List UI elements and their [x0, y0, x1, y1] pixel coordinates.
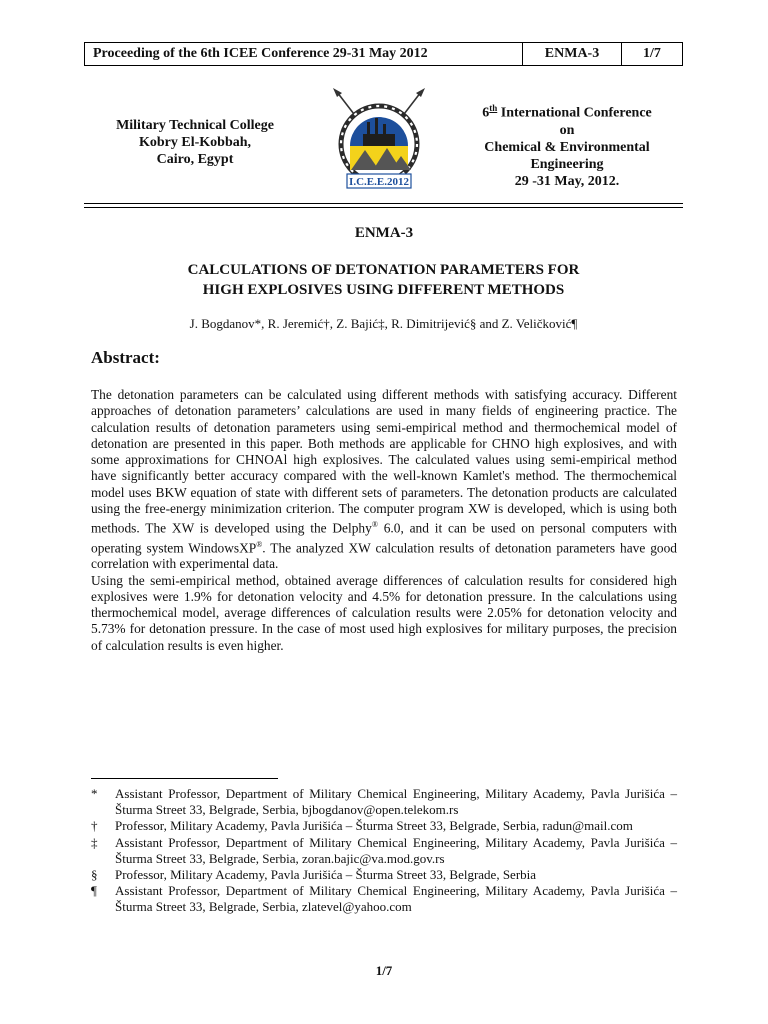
header-divider [84, 203, 683, 204]
footnote-mark: ¶ [91, 883, 97, 899]
running-header [84, 42, 683, 66]
abstract-paragraph-2: Using the semi-empirical method, obtained average differences of calculation results for considered high explosives were 1.9% for detonation velocity and 4.5% for detonation pressure. In the calculations using thermochemical model, average differences of calculation results were 2.05% for detonation velocity and 5.73% for detonation pressure. In the case of most used high explosives for military purposes, the precision of calculation results is even higher. [91, 572, 677, 653]
footnote-text: Professor, Military Academy, Pavla Jurišića – Šturma Street 33, Belgrade, Serbia, radun@mail.com [115, 818, 633, 834]
conference-ordinal: 6 [482, 105, 490, 121]
paper-title-line-2: HIGH EXPLOSIVES USING DIFFERENT METHODS [202, 282, 565, 298]
abstract-text-c: . The analyzed XW calculation results of detonation parameters have good correlation with experimental data. [91, 540, 677, 572]
footnote [91, 818, 677, 834]
footnote-mark: § [91, 867, 98, 883]
conference-logo [329, 88, 429, 198]
institution-address: Kobry El-Kobbah, [138, 135, 252, 150]
paper-authors: J. Bogdanov*, R. Jeremić†, Z. Bajić‡, R. Dimitrijević§ and Z. Veličković¶ [189, 316, 578, 331]
footnote-text: Assistant Professor, Department of Military Chemical Engineering, Military Academy, Pavla Jurišića – Šturma Street 33, Belgrade, Serbia, bjbogdanov@open.telekom.rs [115, 786, 677, 818]
conference-on: on [559, 122, 575, 138]
conference-ordinal-suffix: th [489, 103, 498, 113]
registered-mark: ® [256, 539, 263, 549]
footnote-rule [91, 778, 278, 779]
abstract-body [91, 387, 677, 654]
footnote-mark: * [91, 786, 98, 801]
paper-title [84, 260, 683, 300]
abstract-text-b: 6.0, and it can be used on personal computers with operating system WindowsXP [91, 520, 677, 556]
footnote [91, 786, 677, 818]
footnote-text: Assistant Professor, Department of Military Chemical Engineering, Military Academy, Pavla Jurišića – Šturma Street 33, Belgrade, Serbia, zlatevel@yahoo.com [115, 883, 677, 915]
abstract-text-a: The detonation parameters can be calculated using different methods with satisfying accuracy. Different approaches of detonation parameters’ calculations are used in many fields of engineering practice. The calculation results of detonation parameters using semi-empirical method and thermochemical model of detonation are presented in this paper. Both methods are applicable for CHNO high explosives, and with some approximations for CHNOAl high explosives. The calculated values using semi-empirical method have significantly better accuracy compared with the well-known Kamlet's method. The thermochemical model uses BKW equation of state with different sets of parameters. The detonation products are calculated using the free-energy minimization criterion. The computer program XW is developed, which is using both methods. The XW is developed using the Delphy [91, 387, 677, 536]
conference-topic-2: Engineering [530, 156, 604, 172]
abstract-paragraph-1 [91, 387, 677, 573]
footnote [91, 835, 677, 867]
paper-code: ENMA-3 [354, 225, 414, 241]
paper-title-line-1: CALCULATIONS OF DETONATION PARAMETERS FOR [187, 262, 580, 278]
conference-topic: Chemical & Environmental [484, 139, 650, 155]
footnote-text: Professor, Military Academy, Pavla Jurišića – Šturma Street 33, Belgrade, Serbia [115, 867, 537, 883]
page-number: 1/7 [375, 963, 393, 978]
conference-dates: 29 -31 May, 2012. [514, 173, 620, 189]
header-divider-2 [84, 207, 683, 208]
header-paper-code: ENMA-3 [523, 43, 622, 65]
footnote-mark: † [91, 818, 98, 834]
conference-name [462, 100, 672, 122]
registered-mark: ® [371, 520, 378, 529]
footnote [91, 883, 677, 915]
institution-name: Military Technical College [116, 118, 274, 133]
abstract-heading: Abstract: [91, 348, 160, 367]
header-page-number: 1/7 [643, 46, 661, 61]
proceeding-title: Proceeding of the 6th ICEE Conference 29-31 May 2012 [85, 43, 523, 65]
footnote-text: Assistant Professor, Department of Military Chemical Engineering, Military Academy, Pavla Jurišića – Šturma Street 33, Belgrade, Serbia, zoran.bajic@va.mod.gov.rs [115, 834, 677, 866]
logo-banner-text: I.C.E.E.2012 [349, 176, 409, 188]
conference-name-rest: International Conference [497, 105, 652, 121]
institution-city: Cairo, Egypt [156, 152, 234, 167]
footnote [91, 867, 677, 883]
conference-info [462, 100, 672, 190]
footnote-mark: ‡ [91, 834, 98, 850]
institution-block [95, 117, 295, 168]
footnotes [91, 786, 677, 916]
